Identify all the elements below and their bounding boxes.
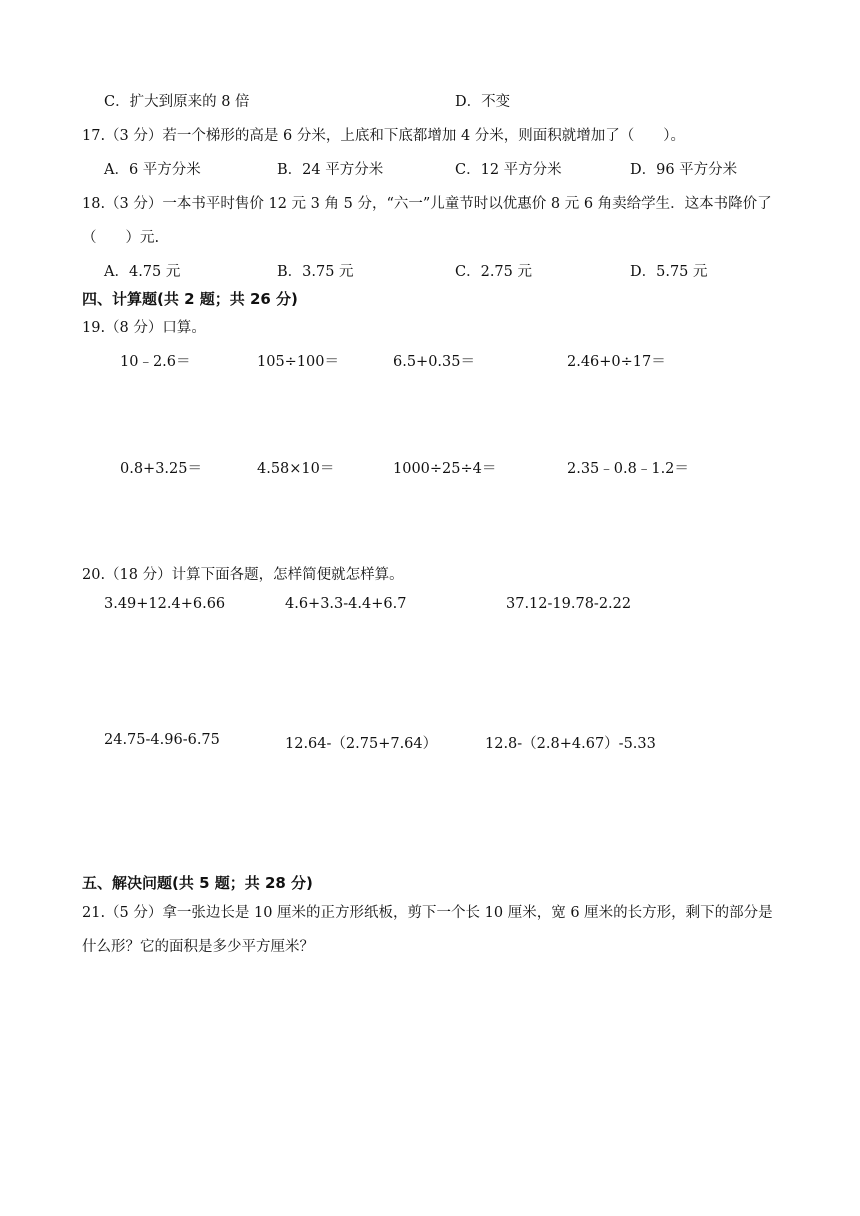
q17-stem: 17.（3 分）若一个梯形的高是 6 分米，上底和下底都增加 4 分米，则面积就增加了（ ）。 (82, 128, 686, 144)
q20-item: 4.6+3.3-4.4+6.7 (285, 596, 407, 612)
q19-item: 4.58×10＝ (257, 461, 335, 477)
q18-option-b: B．3.75 元 (277, 264, 354, 280)
q20-item: 24.75-4.96-6.75 (104, 732, 220, 748)
q21-stem-line1: 21.（5 分）拿一张边长是 10 厘米的正方形纸板，剪下一个长 10 厘米，宽 6 厘米的长方形，剩下的部分是 (82, 905, 773, 921)
q20-item: 37.12-19.78-2.22 (506, 596, 632, 612)
q19-item: 0.8+3.25＝ (120, 461, 202, 477)
q17-option-d: D．96 平方分米 (630, 162, 738, 178)
q17-option-c: C．12 平方分米 (455, 162, 562, 178)
q20-item: 12.8-（2.8+4.67）-5.33 (485, 736, 656, 752)
q18-stem-line1: 18.（3 分）一本书平时售价 12 元 3 角 5 分，“六一”儿童节时以优惠价 8 元 6 角卖给学生．这本书降价了 (82, 196, 772, 212)
q19-item: 2.35﹣0.8﹣1.2＝ (567, 461, 689, 477)
q16-option-c: C．扩大到原来的 8 倍 (104, 94, 250, 110)
q19-item: 2.46+0÷17＝ (567, 354, 666, 370)
q16-option-d: D．不变 (455, 94, 511, 110)
q19-item: 10﹣2.6＝ (120, 354, 191, 370)
q20-item: 3.49+12.4+6.66 (104, 596, 226, 612)
q18-option-d: D．5.75 元 (630, 264, 708, 280)
q18-option-c: C．2.75 元 (455, 264, 532, 280)
q18-option-a: A．4.75 元 (104, 264, 181, 280)
q17-option-a: A．6 平方分米 (104, 162, 201, 178)
section4-title: 四、计算题(共 2 题；共 26 分) (82, 290, 298, 308)
q20-item: 12.64-（2.75+7.64） (285, 736, 438, 752)
q19-stem: 19.（8 分）口算。 (82, 320, 206, 336)
q19-item: 1000÷25÷4＝ (393, 461, 497, 477)
section5-title: 五、解决问题(共 5 题；共 28 分) (82, 874, 313, 892)
q19-item: 105÷100＝ (257, 354, 340, 370)
q20-stem: 20.（18 分）计算下面各题，怎样简便就怎样算。 (82, 567, 404, 583)
q17-option-b: B．24 平方分米 (277, 162, 384, 178)
q19-item: 6.5+0.35＝ (393, 354, 475, 370)
q18-stem-line2: （ ）元. (82, 230, 160, 246)
q21-stem-line2: 什么形？它的面积是多少平方厘米？ (82, 939, 314, 955)
